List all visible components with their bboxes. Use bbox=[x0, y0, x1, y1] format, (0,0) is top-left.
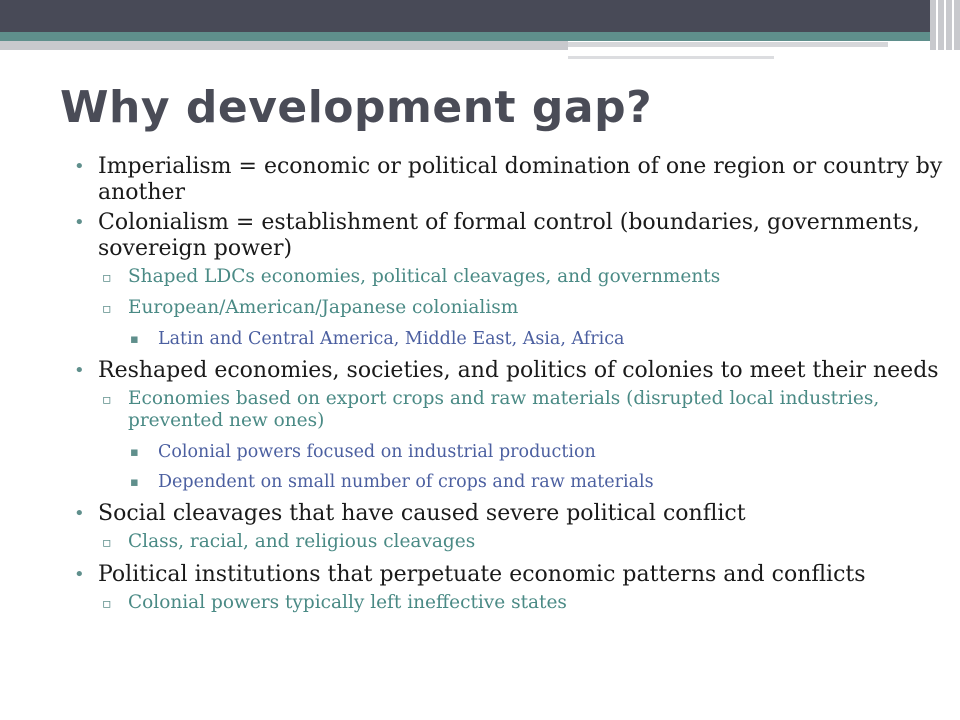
sub-sub-bullet-item bbox=[130, 328, 944, 350]
sub-bullet-item bbox=[102, 266, 944, 288]
bullet-text: Colonial powers focused on industrial production bbox=[158, 442, 596, 462]
slide-title: Why development gap? bbox=[60, 82, 653, 133]
bullet-dot-icon: • bbox=[74, 360, 85, 381]
bullet-text: Imperialism = economic or political domination of one region or country by another bbox=[98, 154, 943, 205]
hollow-square-bullet-icon: ▫ bbox=[102, 392, 112, 408]
bullet-text: Latin and Central America, Middle East, Asia, Africa bbox=[158, 329, 625, 349]
top-accent-line-short bbox=[568, 56, 774, 59]
bullet-text: European/American/Japanese colonialism bbox=[128, 297, 519, 318]
bullet-text: Reshaped economies, societies, and politics of colonies to meet their needs bbox=[98, 358, 939, 383]
sub-bullet-item bbox=[102, 592, 944, 614]
bullet-text: Colonialism = establishment of formal control (boundaries, governments, sovereign power) bbox=[98, 210, 920, 261]
sub-bullet-item bbox=[102, 388, 944, 432]
bullet-dot-icon: • bbox=[74, 212, 85, 233]
top-dark-band bbox=[0, 0, 960, 32]
bullet-text: Dependent on small number of crops and raw materials bbox=[158, 472, 654, 492]
sub-bullet-item bbox=[102, 297, 944, 319]
bullet-text: Shaped LDCs economies, political cleavages, and governments bbox=[128, 266, 721, 287]
bullet-list bbox=[74, 154, 944, 623]
sub-sub-bullet-item bbox=[130, 471, 944, 493]
small-square-bullet-icon: ▪ bbox=[130, 332, 139, 347]
bullet-item bbox=[74, 210, 944, 262]
top-right-stripes bbox=[930, 0, 960, 50]
bullet-dot-icon: • bbox=[74, 564, 85, 585]
small-square-bullet-icon: ▪ bbox=[130, 475, 139, 490]
bullet-item bbox=[74, 154, 944, 206]
bullet-text: Social cleavages that have caused severe political conflict bbox=[98, 501, 746, 526]
bullet-text: Colonial powers typically left ineffective states bbox=[128, 592, 567, 613]
bullet-item bbox=[74, 562, 944, 588]
sub-bullet-item bbox=[102, 531, 944, 553]
small-square-bullet-icon: ▪ bbox=[130, 445, 139, 460]
top-accent-line bbox=[568, 42, 888, 47]
bullet-dot-icon: • bbox=[74, 156, 85, 177]
hollow-square-bullet-icon: ▫ bbox=[102, 596, 112, 612]
bullet-text: Economies based on export crops and raw materials (disrupted local industries, prevented new ones) bbox=[128, 388, 880, 431]
top-teal-band bbox=[0, 32, 960, 41]
hollow-square-bullet-icon: ▫ bbox=[102, 535, 112, 551]
sub-sub-bullet-item bbox=[130, 441, 944, 463]
hollow-square-bullet-icon: ▫ bbox=[102, 270, 112, 286]
bullet-text: Class, racial, and religious cleavages bbox=[128, 531, 476, 552]
top-gray-band bbox=[0, 41, 568, 50]
bullet-item bbox=[74, 501, 944, 527]
bullet-text: Political institutions that perpetuate economic patterns and conflicts bbox=[98, 562, 866, 587]
bullet-item bbox=[74, 358, 944, 384]
bullet-dot-icon: • bbox=[74, 503, 85, 524]
hollow-square-bullet-icon: ▫ bbox=[102, 301, 112, 317]
